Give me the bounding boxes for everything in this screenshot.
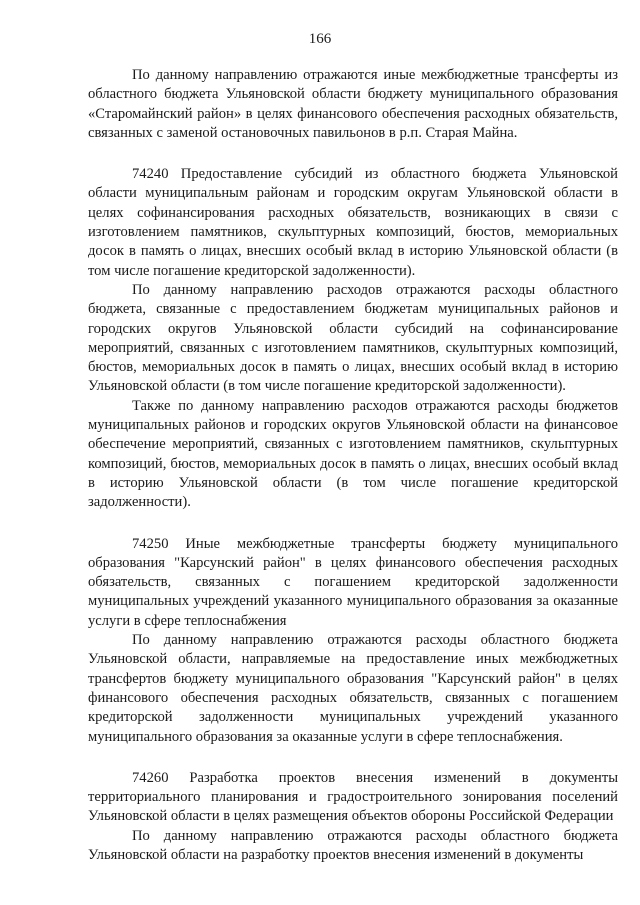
page-number: 166 xyxy=(308,31,332,47)
paragraph: По данному направлению расходов отражаются расходы областного бюджета, связанные с предоставлением бюджетам муниципальных районов и городских округов Ульяновской области субсидий на софинансирование мероприятий, связанных с изготовлением памятников, скульптурных композиций, бюстов, мемориальных досок в память о лицах, внесших особый вклад в историю Ульяновской области (в том числе погашение кредиторской задолженности). xyxy=(88,281,618,395)
document-body xyxy=(88,66,618,865)
paragraph: Также по данному направлению расходов отражаются расходы бюджетов муниципальных районов и городских округов Ульяновской области на финансовое обеспечение мероприятий, связанных с изготовлением памятников, скульптурных композиций, бюстов, мемориальных досок в память о лицах, внесших особый вклад в историю Ульяновской области (в том числе погашение кредиторской задолженности). xyxy=(88,397,618,511)
section-heading-74250: 74250 Иные межбюджетные трансферты бюджету муниципального образования "Карсунский район" в целях финансового обеспечения расходных обязательств, связанных с погашением кредиторской задолженности муниципальных учреждений указанного муниципального образования за оказанные услуги в сфере теплоснабжения xyxy=(88,535,618,629)
section-heading-74260: 74260 Разработка проектов внесения изменений в документы территориального планирования и градостроительного зонирования поселений Ульяновской области в целях размещения объектов обороны Российской Федерации xyxy=(88,769,618,825)
section-heading-74240: 74240 Предоставление субсидий из областного бюджета Ульяновской области муниципальным районам и городским округам Ульяновской области в целях софинансирования расходных обязательств, возникающих в связи с изготовлением памятников, скульптурных композиций, бюстов, мемориальных досок в память о лицах, внесших особый вклад в историю Ульяновской области (в том числе погашение кредиторской задолженности). xyxy=(88,166,618,279)
paragraph: По данному направлению отражаются расходы областного бюджета Ульяновской области, направляемые на предоставление иных межбюджетных трансфертов бюджету муниципального образования "Карсунский район" в целях финансового обеспечения расходных обязательств, связанных с погашением кредиторской задолженности муниципальных учреждений указанного муниципального образования за оказанные услуги в сфере теплоснабжения. xyxy=(88,632,618,745)
paragraph: По данному направлению отражаются расходы областного бюджета Ульяновской области на разработку проектов внесения изменений в документы xyxy=(88,827,618,863)
paragraph: По данному направлению отражаются иные межбюджетные трансферты из областного бюджета Ульяновской области бюджету муниципального образования «Старомайнский район» в целях финансового обеспечения расходных обязательств, связанных с заменой остановочных павильонов в р.п. Старая Майна. xyxy=(88,67,618,141)
